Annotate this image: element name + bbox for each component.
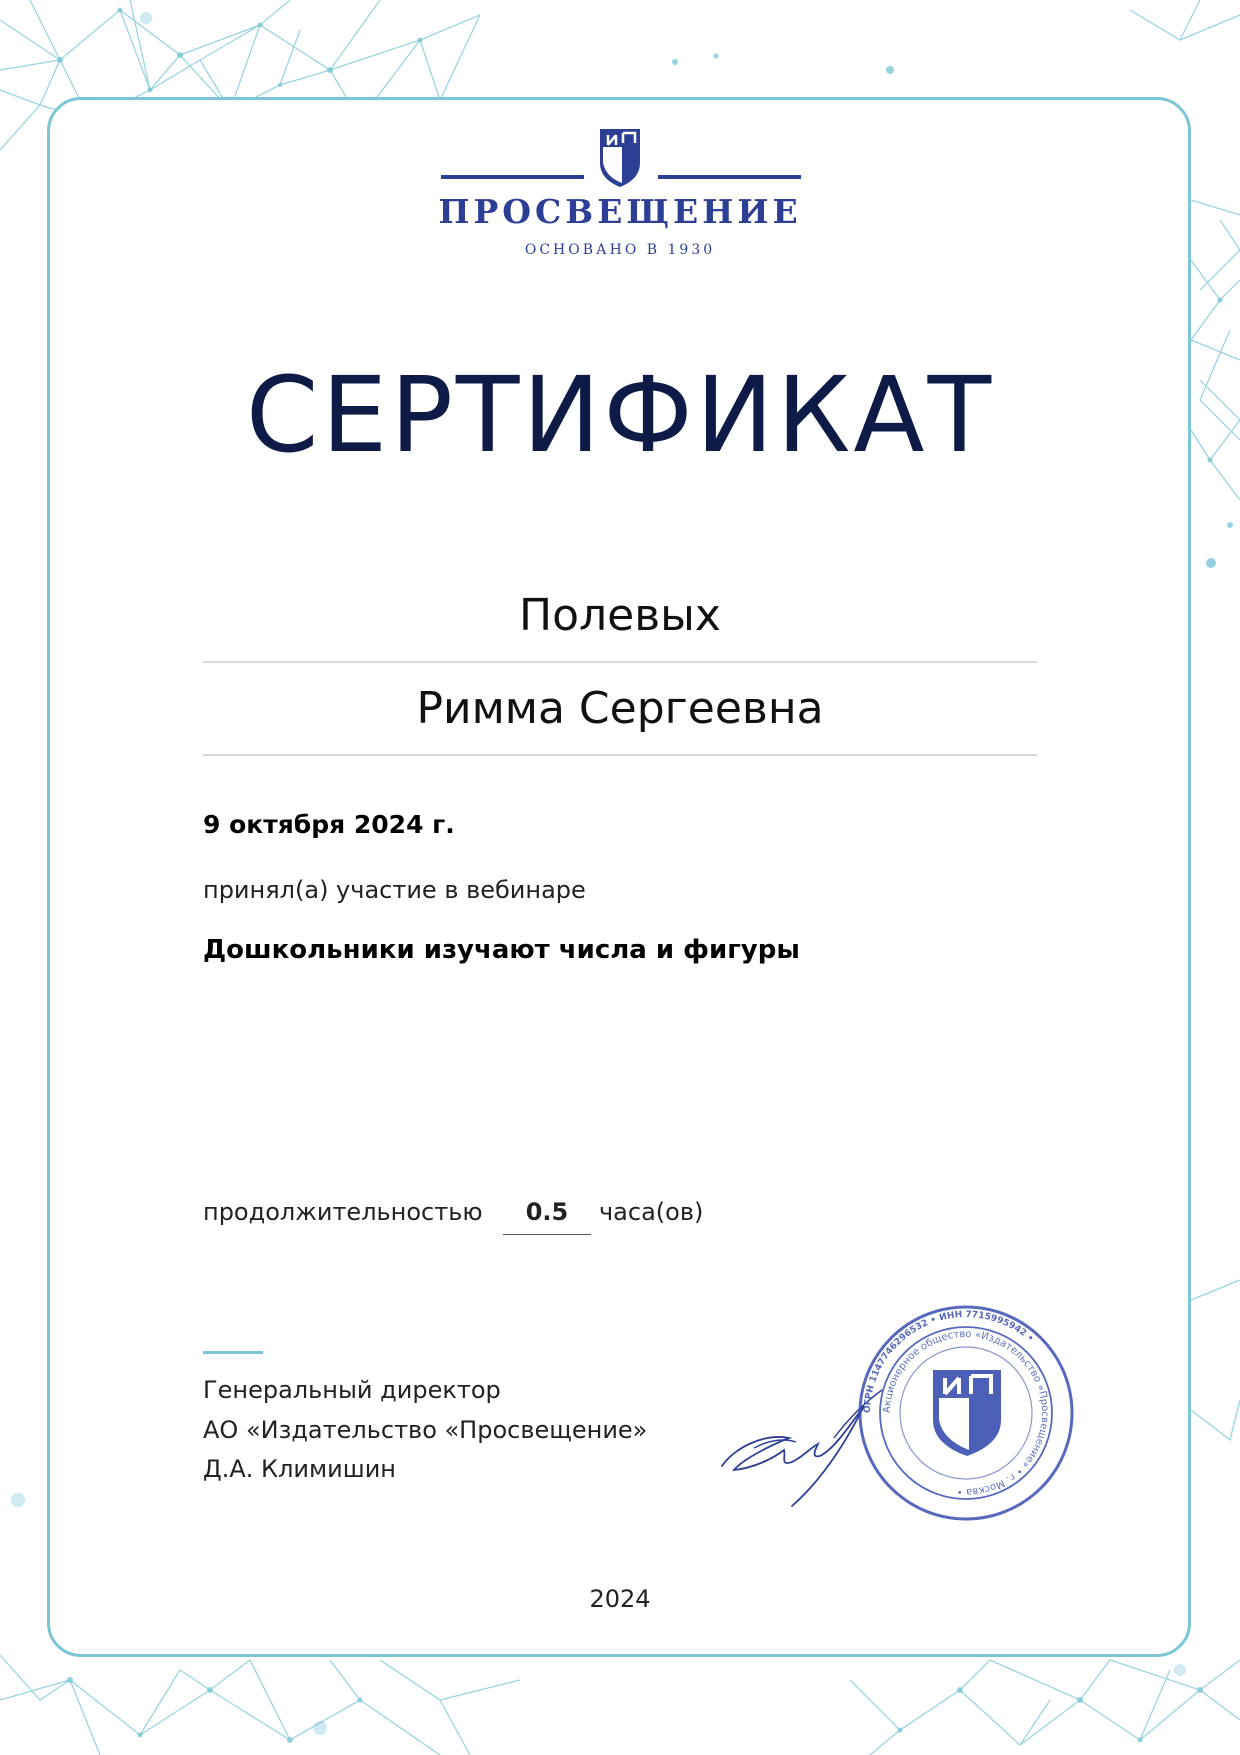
given-names: Римма Сергеевна	[416, 683, 824, 734]
participation-text: принял(а) участие в вебинаре	[203, 876, 586, 904]
certificate-title: СЕРТИФИКАТ	[245, 354, 995, 476]
duration-value: 0.5	[503, 1198, 591, 1235]
duration-label: продолжительностью	[203, 1198, 483, 1226]
webinar-title: Дошкольники изучают числа и фигуры	[203, 935, 800, 965]
surname-underline	[203, 661, 1037, 663]
signatory-name: Д.А. Климишин	[203, 1455, 396, 1483]
stamp-inner-text: Акционерное общество «Издательство «Просвещение» • г. Москва •	[881, 1328, 1051, 1498]
duration-unit: часа(ов)	[599, 1198, 704, 1226]
logo-left-bar	[441, 175, 584, 179]
brand-name: ПРОСВЕЩЕНИЕ	[438, 192, 802, 231]
stamp-emblem-icon	[933, 1370, 1001, 1456]
certificate-year: 2024	[589, 1585, 651, 1613]
event-date: 9 октября 2024 г.	[203, 810, 455, 839]
brand-subtitle: ОСНОВАНО В 1930	[524, 242, 716, 258]
signatory-organization: АО «Издательство «Просвещение»	[203, 1416, 648, 1444]
surname: Полевых	[519, 590, 721, 641]
given-names-underline	[203, 754, 1037, 756]
signatory-position: Генеральный директор	[203, 1376, 501, 1404]
logo-right-bar	[658, 175, 801, 179]
official-stamp	[856, 1300, 1076, 1526]
logo-emblem-icon	[600, 129, 640, 187]
stamp-outer-text: ОГРН 1147746296532 • ИНН 7715995942 •	[862, 1309, 1036, 1414]
accent-divider	[203, 1351, 263, 1354]
